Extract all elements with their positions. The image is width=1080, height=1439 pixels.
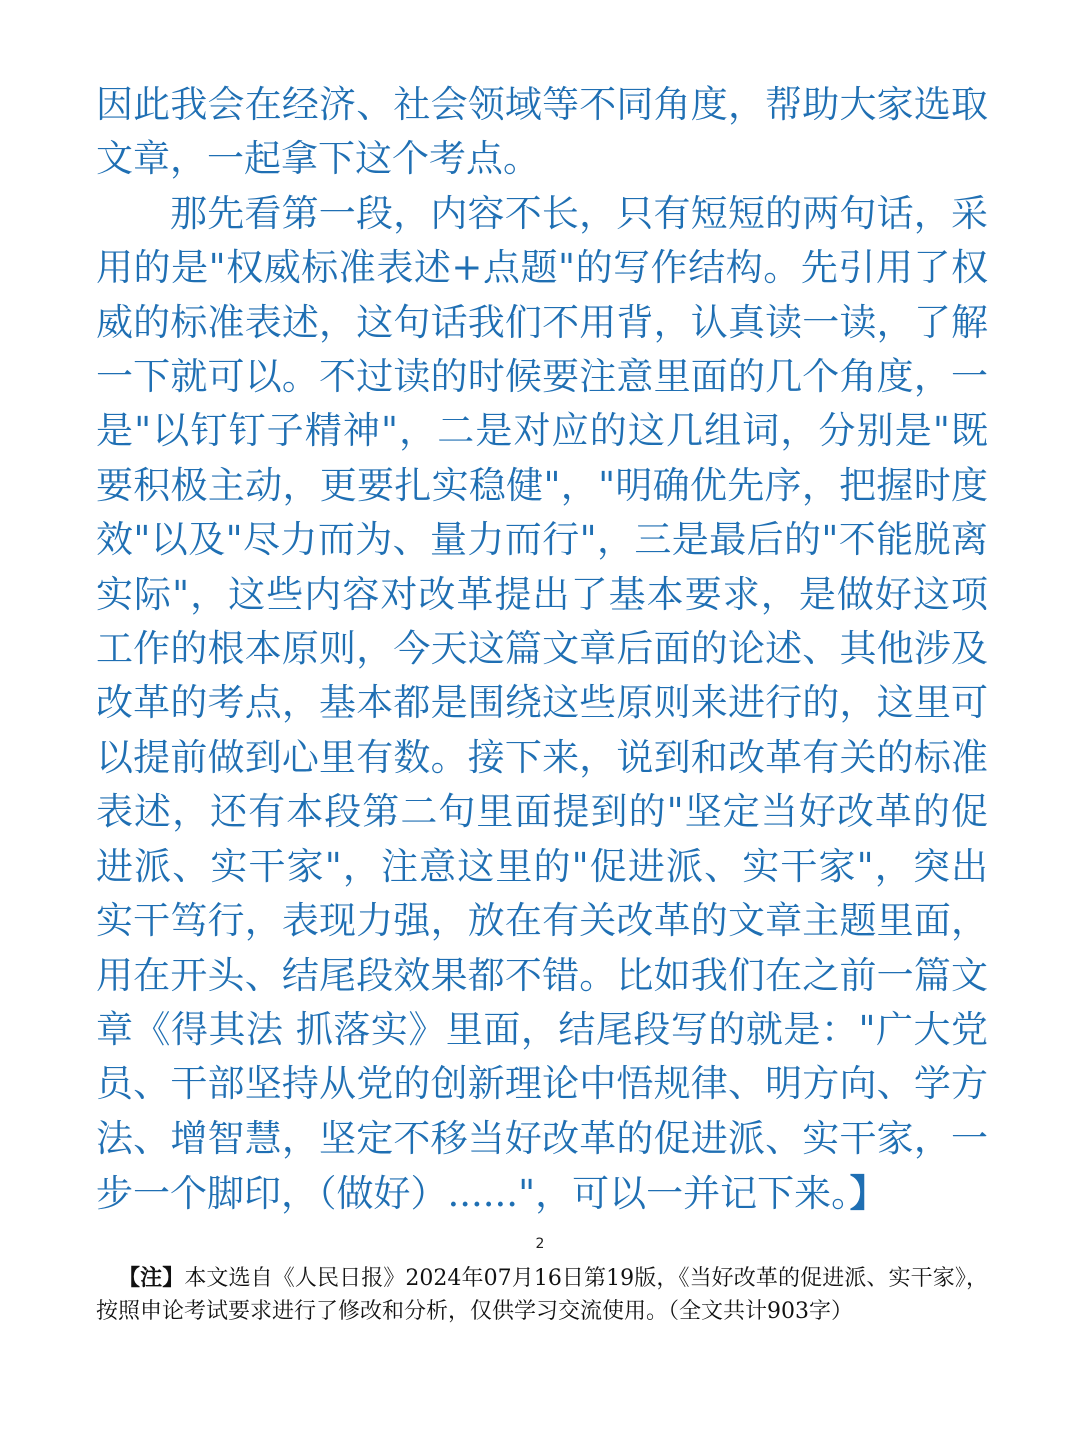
paragraph-analysis — [96, 187, 988, 1222]
footnote — [96, 1262, 988, 1328]
page-number: 2 — [535, 1236, 545, 1252]
main-text — [96, 78, 988, 1222]
footnote-text: 本文选自《人民日报》2024年07月16日第19版，《当好改革的促进派、实干家》，按照申论考试要求进行了修改和分析，仅供学习交流使用。（全文共计903字） — [96, 1266, 988, 1324]
footnote-paragraph — [96, 1262, 988, 1328]
paragraph-analysis-text: 那先看第一段，内容不长，只有短短的两句话，采用的是"权威标准表述+点题"的写作结构。先引用了权威的标准表述，这句话我们不用背，认真读一读，了解一下就可以。不过读的时候要注意里面的几个角度，一是"以钉钉子精神"，二是对应的这几组词，分别是"既要积极主动，更要扎实稳健"，"明确优先序，把握时度效"以及"尽力而为、量力而行"，三是最后的"不能脱离实际"，这些内容对改革提出了基本要求，是做好这项工作的根本原则，今天这篇文章后面的论述、其他涉及改革的考点，基本都是围绕这些原则来进行的，这里可以提前做到心里有数。接下来，说到和改革有关的标准表述，还有本段第二句里面提到的"坚定当好改革的促进派、实干家"，注意这里的"促进派、实干家"，突出实干笃行，表现力强，放在有关改革的文章主题里面，用在开头、结尾段效果都不错。比如我们在之前一篇文章《得其法 抓落实》里面，结尾段写的就是："广大党员、干部坚持从党的创新理论中悟规律、明方向、学方法、增智慧，坚定不移当好改革的促进派、实干家，一步一个脚印，（做好）......"，可以一并记下来。 — [96, 191, 988, 1216]
closing-bracket: 】 — [849, 1171, 887, 1216]
paragraph-intro: 因此我会在经济、社会领域等不同角度，帮助大家选取文章，一起拿下这个考点。 — [96, 83, 988, 181]
footnote-tag: 【注】 — [118, 1265, 185, 1291]
